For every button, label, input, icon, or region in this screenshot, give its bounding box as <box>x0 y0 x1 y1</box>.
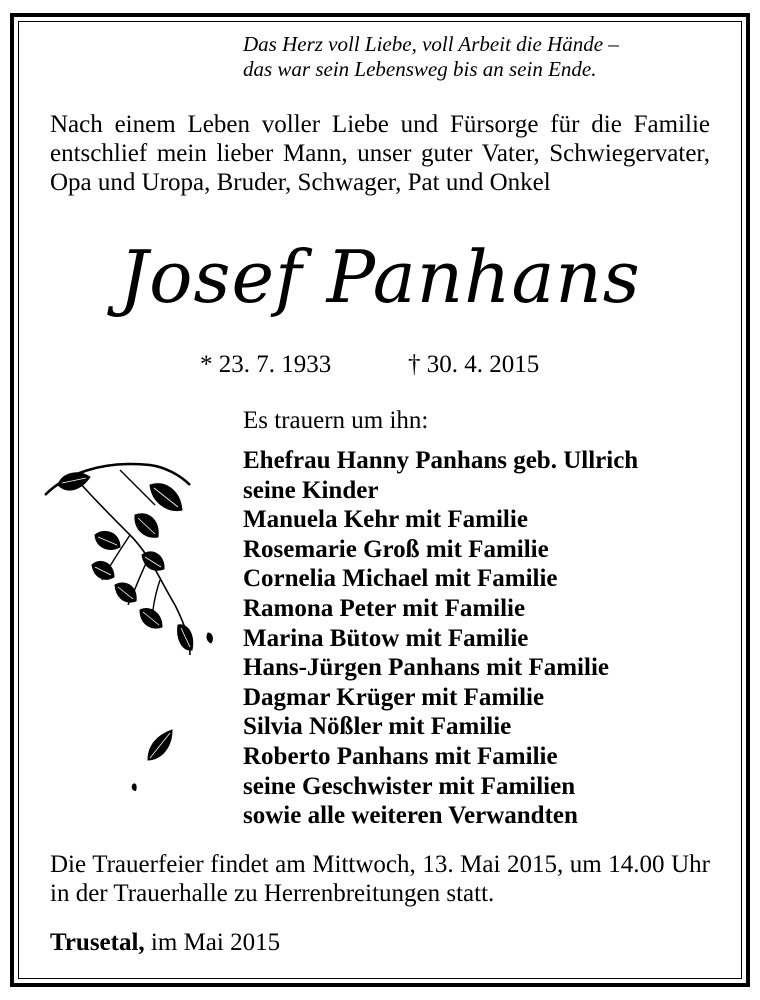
birch-branch-icon <box>40 455 220 805</box>
place-date: im Mai 2015 <box>144 929 281 956</box>
mourner-item: Manuela Kehr mit Familie <box>243 506 528 534</box>
motto <box>243 32 683 82</box>
mourner-item: sowie alle weiteren Verwandten <box>243 802 578 830</box>
place-and-date <box>50 928 280 958</box>
mourner-item: Roberto Panhans mit Familie <box>243 742 558 770</box>
death-date: † 30. 4. 2015 <box>408 351 540 378</box>
mourners-list <box>243 446 638 831</box>
mourner-item: Ramona Peter mit Familie <box>243 594 526 622</box>
falling-leaf-icon <box>132 730 172 791</box>
mourner-item: Silvia Nößler mit Familie <box>243 713 512 741</box>
mourner-item: Hans-Jürgen Panhans mit Familie <box>243 654 609 682</box>
life-dates <box>200 350 580 380</box>
mourner-item: Ehefrau Hanny Panhans geb. Ullrich <box>243 447 639 474</box>
motto-line-2: das war sein Lebensweg bis an sein Ende. <box>243 57 597 81</box>
motto-line-1: Das Herz voll Liebe, voll Arbeit die Hände – <box>243 32 619 56</box>
mourner-item: seine Kinder <box>243 476 379 504</box>
deceased-name: Josef Panhans <box>119 235 641 319</box>
funeral-service-text: Die Trauerfeier findet am Mittwoch, 13. Mai 2015, um 14.00 Uhr in der Trauerhalle zu Herrenbreitungen statt. <box>50 851 710 907</box>
intro-text: Nach einem Leben voller Liebe und Fürsorge für die Familie entschlief mein lieber Mann, unser guter Vater, Schwiegervater, Opa und Uropa, Bruder, Schwager, Pat und Onkel <box>50 111 710 196</box>
mourner-item: seine Geschwister mit Familien <box>243 772 576 800</box>
place-town: Trusetal, <box>50 929 145 956</box>
mourner-item: Marina Bütow mit Familie <box>243 624 529 652</box>
mourner-item: Cornelia Michael mit Familie <box>243 565 558 593</box>
mourner-item: Rosemarie Groß mit Familie <box>243 535 549 563</box>
mourners-heading: Es trauern um ihn: <box>243 407 429 434</box>
birth-date: * 23. 7. 1933 <box>200 351 332 378</box>
mourner-item: Dagmar Krüger mit Familie <box>243 683 545 711</box>
